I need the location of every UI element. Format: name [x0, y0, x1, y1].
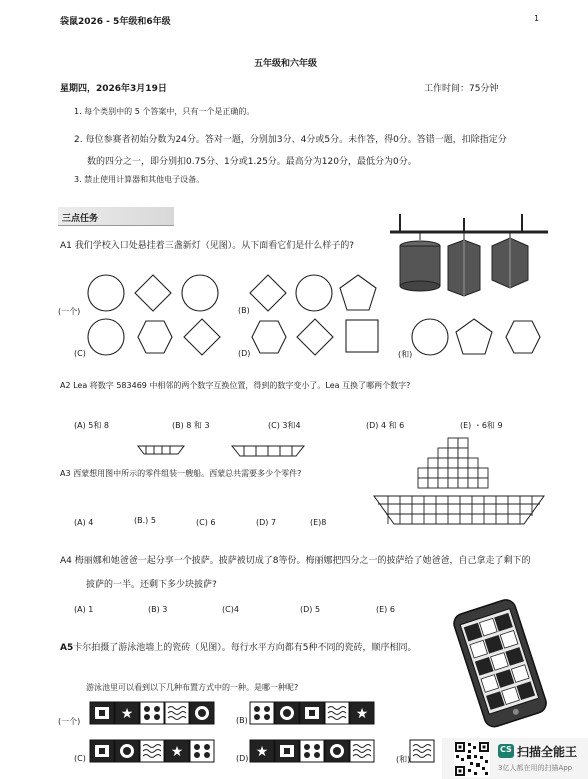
a3-option-e[interactable]: (E)8 [310, 518, 327, 527]
question-a4-line2: 披萨的一半。还剩下多少块披萨? [86, 580, 217, 590]
question-a2: A2 Lea 将数字 583469 中相邻的两个数字互换位置，得到的数字变小了。Lea 互换了哪两个数字? [60, 381, 411, 390]
a5-option-b-tiles [250, 702, 376, 726]
a2-option-d[interactable]: (D) 4 和 6 [366, 421, 405, 430]
watermark-subtitle: 3亿人都在用的扫描App [498, 764, 573, 772]
cs-logo [498, 744, 514, 758]
ship-part-fragments [138, 444, 308, 458]
a1-option-a-shapes [86, 273, 246, 313]
a3-option-d[interactable]: (D) 7 [256, 518, 277, 527]
a5-option-c-tiles [90, 740, 216, 764]
question-a1: A1 我们学校入口处悬挂着三盏新灯（见图）。从下面看它们是什么样子的? [60, 241, 355, 251]
a4-option-d[interactable]: (D) 5 [300, 605, 321, 614]
a3-option-c[interactable]: (C) 6 [196, 518, 216, 527]
ship-grid-illustration [372, 436, 548, 528]
a1-option-b-label[interactable]: (B) [238, 306, 250, 315]
a4-option-b[interactable]: (B) 3 [148, 605, 168, 614]
lamps-illustration [390, 210, 550, 310]
question-a5 [60, 640, 416, 653]
question-a4-line1: A4 梅丽娜和她爸爸一起分享一个披萨。披萨被切成了8等份。梅丽娜把四分之一的披萨给了她爸爸，自己拿走了剩下的 [60, 556, 531, 566]
svg-text:★: ★ [170, 744, 184, 760]
a5-option-a-label[interactable]: (一个) [58, 717, 81, 726]
a5-label: A5 [60, 643, 74, 653]
a5-option-d-tiles [250, 740, 376, 764]
page-number: 1 [534, 14, 540, 23]
a5-option-a-tiles [90, 702, 216, 726]
a1-option-e-shapes [410, 317, 550, 359]
a4-option-c[interactable]: (C)4 [222, 605, 239, 614]
a2-option-e[interactable]: (E) ・6和 9 [460, 421, 503, 430]
qr-code-icon [454, 741, 490, 777]
rule-1: 1. 每个类别中的 5 个答案中，只有一个是正确的。 [74, 107, 255, 116]
a3-option-b[interactable]: (B.) 5 [134, 516, 156, 525]
a5-text: 卡尔拍摄了游泳池墙上的瓷砖（见图）。每行水平方向都有5种不同的瓷砖，顺序相同。 [73, 643, 417, 653]
a4-option-e[interactable]: (E) 6 [376, 605, 395, 614]
rule-2-continued: 数的四分之一，即分别扣0.75分、1分或1.25分。最高分为120分，最低分为0分。 [87, 157, 417, 167]
a1-option-a-label[interactable]: (一个) [58, 307, 81, 316]
a1-option-c-label[interactable]: (C) [74, 349, 86, 358]
section-title: 三点任务 [62, 214, 99, 224]
a5-option-e-label[interactable]: (和) [396, 755, 411, 764]
question-a3: A3 西蒙想用图中所示的零件组装一艘船。西蒙总共需要多少个零件? [60, 469, 302, 478]
a5-option-b-label[interactable]: (B) [236, 716, 248, 725]
a1-option-e-label[interactable]: (和) [398, 350, 413, 359]
a1-option-d-shapes [250, 317, 400, 359]
contest-title: 袋鼠2026 - 5年级和6年级 [60, 17, 171, 27]
page-title: 五年级和六年级 [254, 59, 318, 69]
a3-option-a[interactable]: (A) 4 [74, 518, 94, 527]
svg-text:★: ★ [255, 744, 269, 760]
a5-option-d-label[interactable]: (D) [236, 754, 249, 763]
phone-illustration [446, 598, 556, 728]
watermark-brand: 扫描全能王 [517, 745, 578, 759]
scanner-watermark [442, 738, 588, 779]
svg-text:★: ★ [355, 706, 369, 722]
cs-logo-text: CS [500, 745, 512, 754]
a2-option-b[interactable]: (B) 8 和 3 [172, 421, 210, 430]
a1-option-d-label[interactable]: (D) [238, 349, 251, 358]
exam-date: 星期四，2026年3月19日 [60, 84, 167, 94]
rule-2: 2. 每位参赛者初始分数为24分。答对一题，分别加3分、4分或5分。未作答，得0分。答错一题，扣除指定分 [74, 135, 507, 145]
a5-question: 游泳池里可以看到以下几种布置方式中的一种。是哪一种呢? [86, 683, 299, 692]
rule-3: 3. 禁止使用计算器和其他电子设备。 [74, 175, 205, 184]
a4-option-a[interactable]: (A) 1 [74, 605, 94, 614]
a2-option-c[interactable]: (C) 3和4 [268, 421, 301, 430]
a1-option-c-shapes [86, 317, 246, 359]
work-time: 工作时间：75分钟 [424, 84, 499, 94]
a1-option-b-shapes [250, 273, 390, 313]
svg-text:★: ★ [120, 706, 134, 722]
a2-option-a[interactable]: (A) 5和 8 [74, 421, 109, 430]
a5-option-c-label[interactable]: (C) [74, 754, 86, 763]
